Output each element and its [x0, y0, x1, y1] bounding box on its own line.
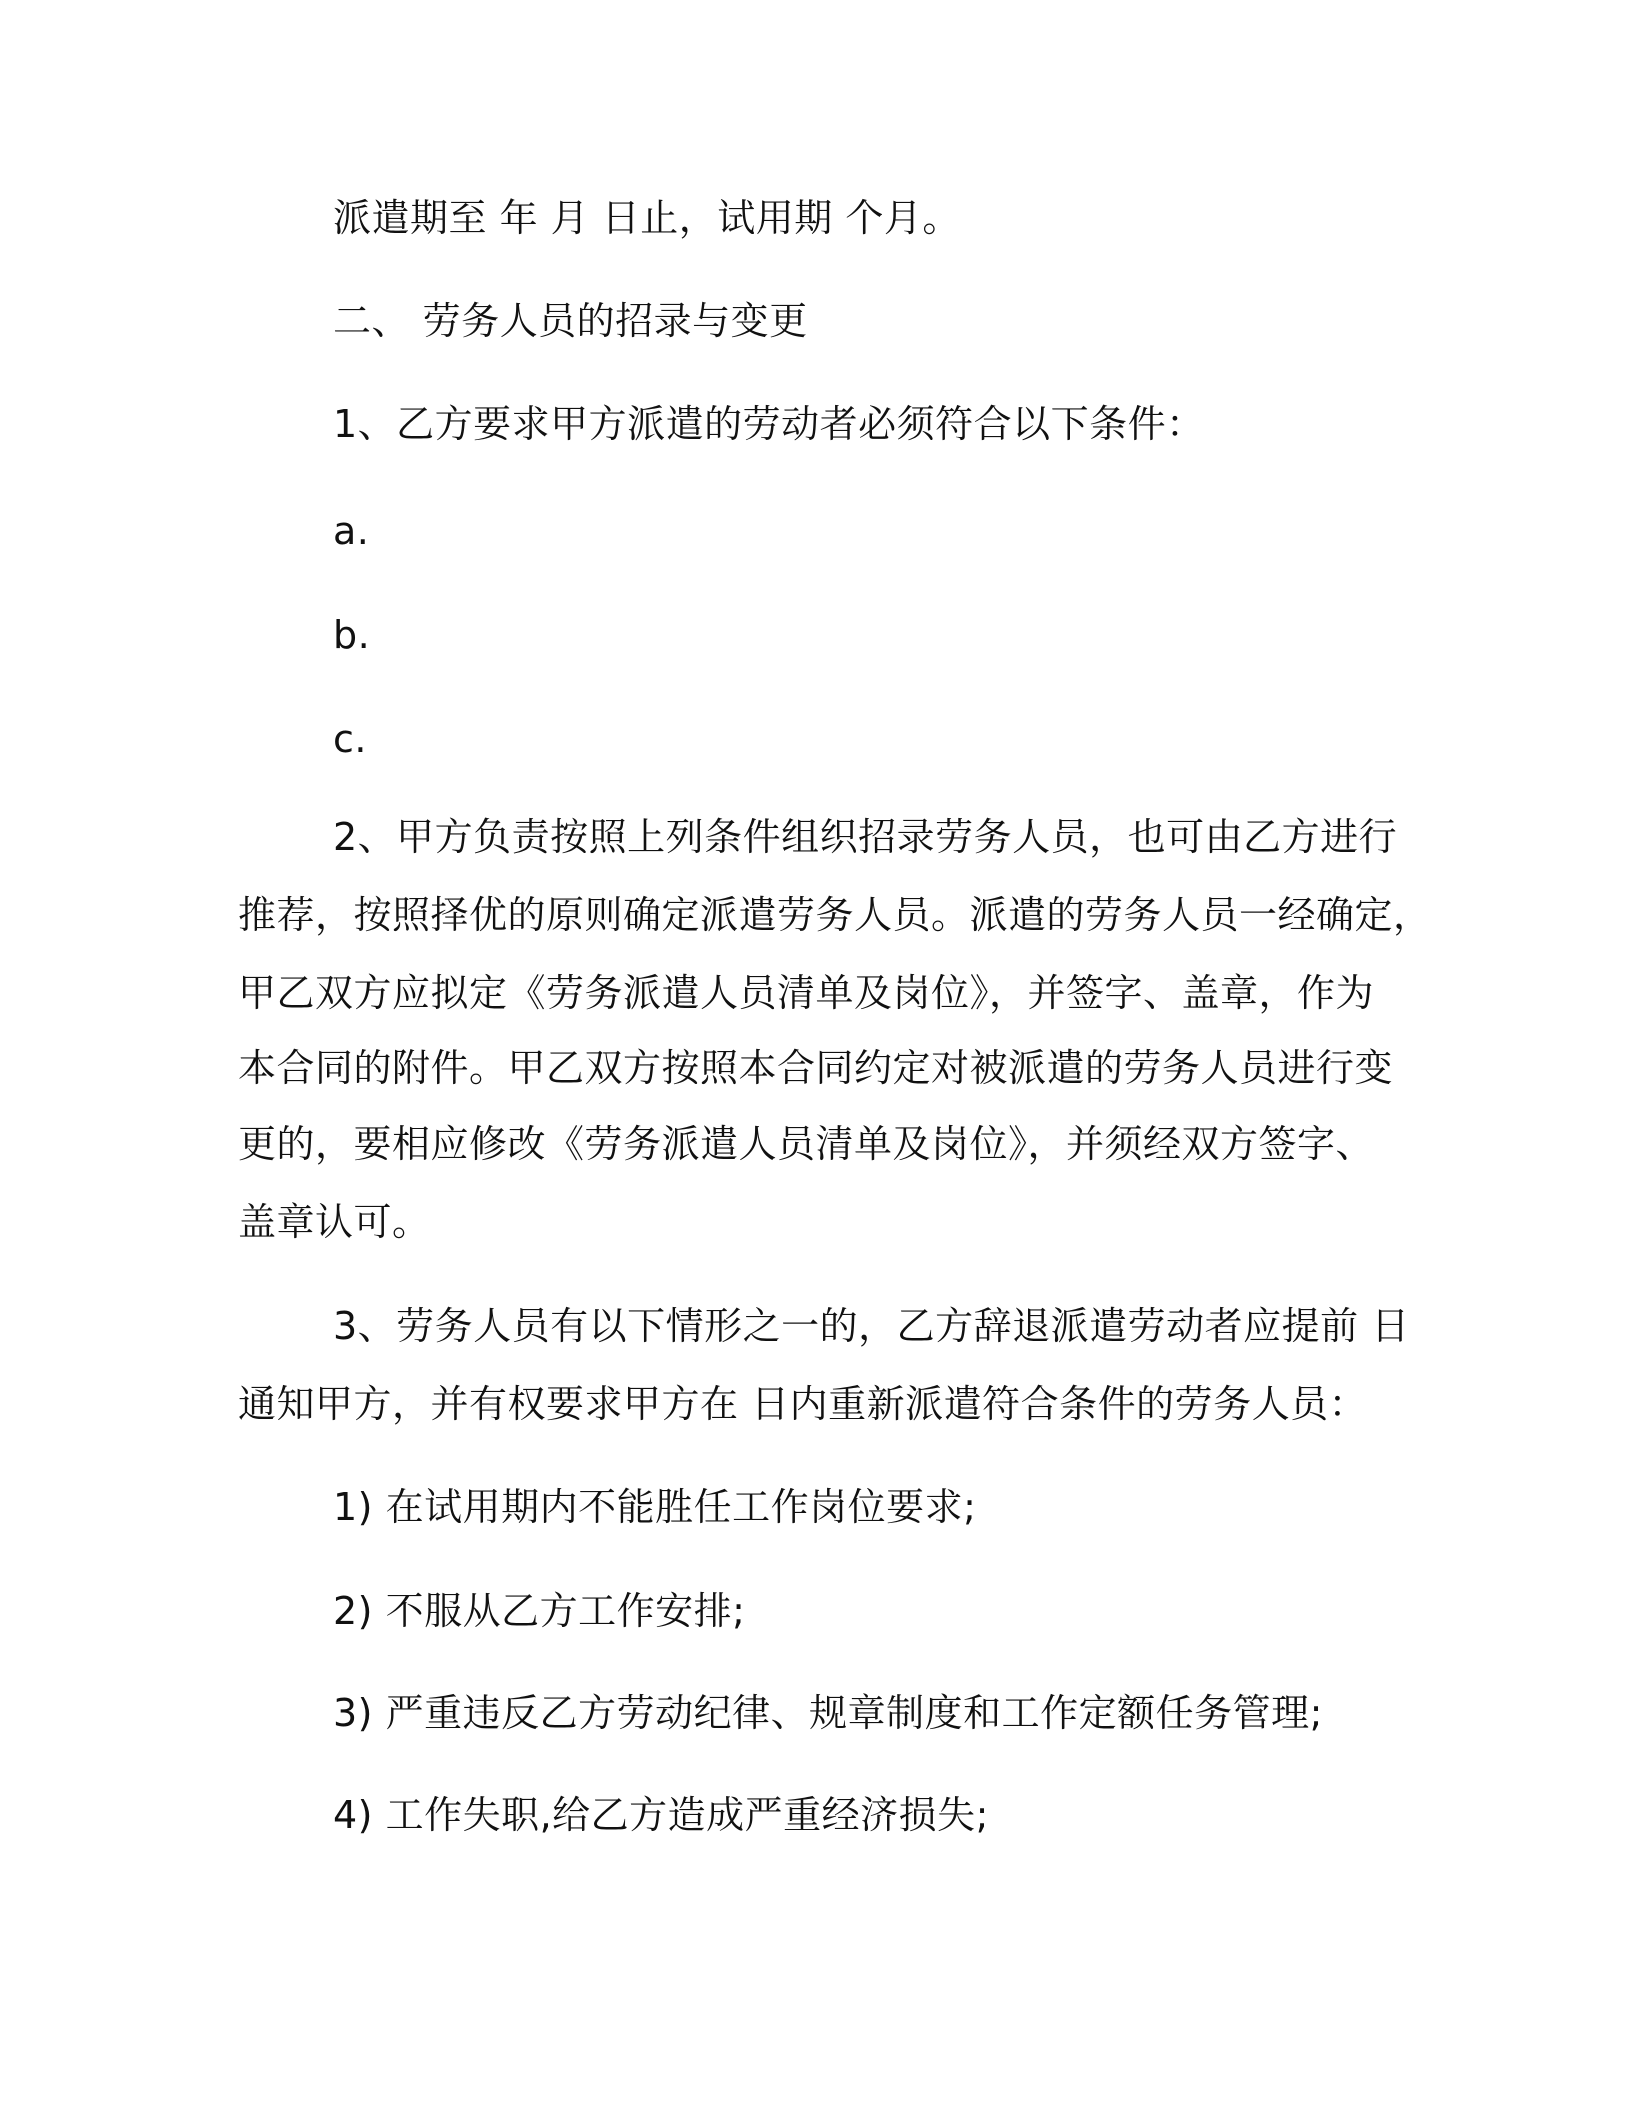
list-item-1: 1) 在试用期内不能胜任工作岗位要求;	[333, 1485, 977, 1529]
clause-2-line-3: 甲乙双方应拟定《劳务派遣人员清单及岗位》，并签字、盖章，作为	[238, 971, 1375, 1015]
condition-a: a.	[333, 509, 370, 553]
list-item-2: 2) 不服从乙方工作安排;	[333, 1589, 746, 1633]
clause-1: 1、乙方要求甲方派遣的劳动者必须符合以下条件：	[333, 402, 1205, 446]
section-heading: 二、 劳务人员的招录与变更	[333, 299, 808, 343]
clause-2-line-2: 推荐，按照择优的原则确定派遣劳务人员。派遣的劳务人员一经确定，	[238, 893, 1432, 937]
clause-3-line-2: 通知甲方，并有权要求甲方在 日内重新派遣符合条件的劳务人员：	[238, 1382, 1368, 1426]
condition-b: b.	[333, 613, 371, 657]
list-item-4: 4) 工作失职,给乙方造成严重经济损失;	[333, 1793, 989, 1837]
condition-c: c.	[333, 717, 367, 761]
text-line-probation: 派遣期至 年 月 日止，试用期 个月。	[333, 196, 961, 240]
clause-2-line-4: 本合同的附件。甲乙双方按照本合同约定对被派遣的劳务人员进行变	[238, 1046, 1394, 1090]
list-item-3: 3) 严重违反乙方劳动纪律、规章制度和工作定额任务管理;	[333, 1691, 1323, 1735]
clause-2-line-6: 盖章认可。	[238, 1200, 431, 1244]
clause-2-line-5: 更的，要相应修改《劳务派遣人员清单及岗位》，并须经双方签字、	[238, 1122, 1375, 1166]
clause-2-line-1: 2、甲方负责按照上列条件组织招录劳务人员，也可由乙方进行	[333, 815, 1398, 859]
clause-3-line-1: 3、劳务人员有以下情形之一的，乙方辞退派遣劳动者应提前 日	[333, 1304, 1410, 1348]
